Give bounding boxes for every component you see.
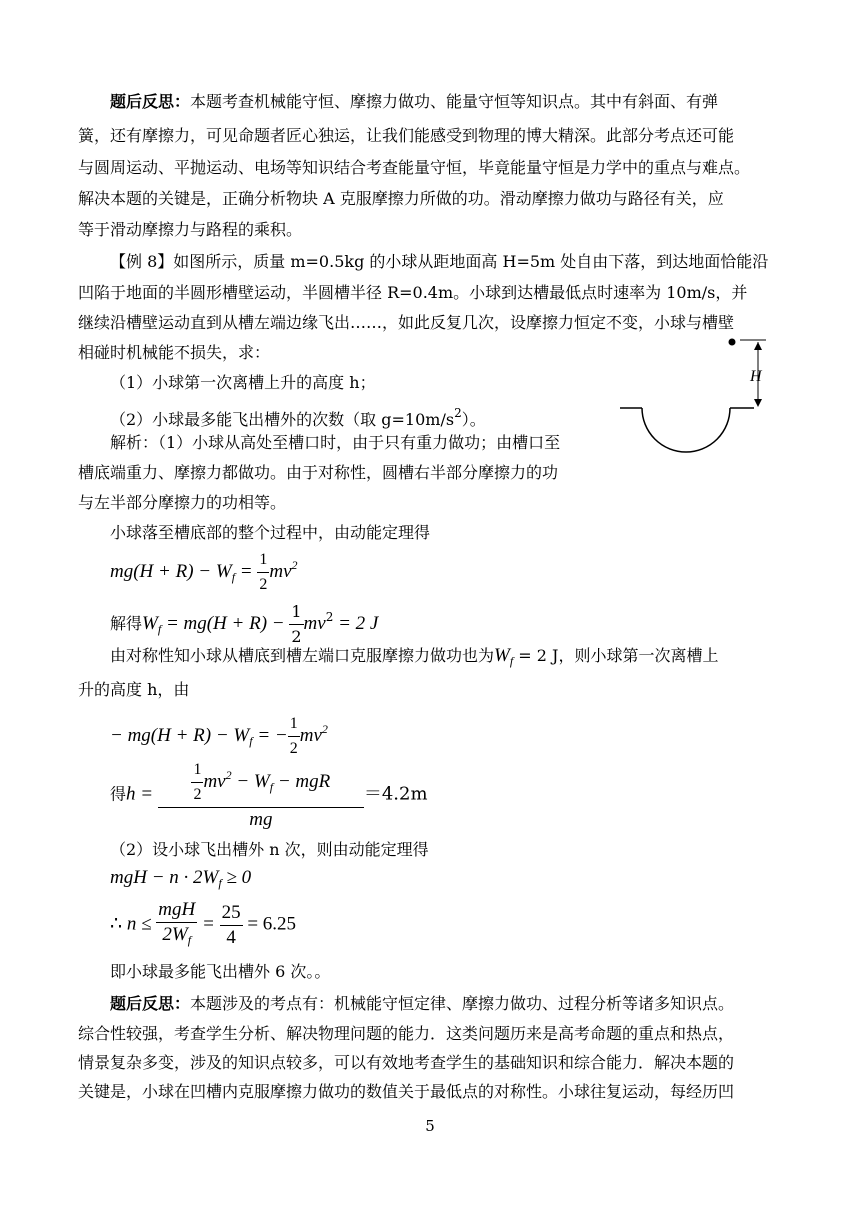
page-number: 5	[425, 1117, 435, 1135]
reflection-1-line-5: 等于滑动摩擦力与路程的乘积。	[78, 220, 303, 239]
conclusion-line: 即小球最多能飞出槽外 6 次。。	[110, 962, 331, 981]
example-line-1: 【例 8】如图所示，质量 m=0.5kg 的小球从距地面高 H=5m 处自由下落，到达地面恰能沿	[110, 252, 769, 271]
solution-line-1: 解析：（1）小球从高处至槽口时，由于只有重力做功；由槽口至	[110, 433, 561, 452]
reflection-1-line-3: 与圆周运动、平抛运动、电场等知识结合考查能量守恒，毕竟能量守恒是力学中的重点与难点。	[78, 158, 751, 177]
equation-6: ∴ n ≤ $\frac{\text{mgH}}{2W_f}$ = $\frac{25}{4}$ = 6.25	[110, 899, 297, 948]
reflection-2-line-2: 综合性较强，考查学生分析、解决物理问题的能力．这类问题历来是高考命题的重点和热点，	[78, 1024, 735, 1043]
question-2: （2）小球最多能飞出槽外的次数（取 $g=10m/s^2$）。	[110, 406, 486, 429]
height-label: H	[750, 368, 762, 385]
question-1: （1）小球第一次离槽上升的高度 h；	[110, 373, 376, 392]
reflection-1-line-2: 簧，还有摩擦力，可见命题者匠心独运，让我们能感受到物理的博大精深。此部分考点还可能	[78, 126, 735, 145]
solution-line-4: 小球落至槽底部的整个过程中，由动能定理得	[110, 523, 431, 542]
equation-3: − $mg(H + R) - W_f$ = − $\frac{1}{2}$ $mv^2$	[110, 712, 328, 761]
equation-5: mgH − $n \cdot 2W_f \ge 0$	[110, 867, 252, 890]
groove-arc	[642, 408, 730, 452]
example-line-4: 相碰时机械能不损失，求：	[78, 343, 271, 362]
half-pipe-figure	[618, 336, 778, 466]
solution-line-5: 由对称性知小球从槽底到槽左端口克服摩擦力做功也为$W_f = 2$ J，则小球第一次离槽上	[110, 645, 719, 668]
equation-4: 得h = $\frac{1}{2}$ $mv^2 - W_f$ − mgR mg ＝4.2m	[110, 758, 428, 832]
equation-2: 解得$W_f = mg(H + R)$ − $\frac{1}{2}$ $mv^2 = 2$ J	[110, 602, 379, 646]
reflection-label: 题后反思：	[110, 92, 191, 111]
solution-part-2-line: （2）设小球飞出槽外 n 次，则由动能定理得	[110, 840, 429, 859]
solution-line-6: 升的高度 h，由	[78, 680, 190, 699]
solution-line-3: 与左半部分摩擦力的功相等。	[78, 493, 287, 512]
reflection-label: 题后反思：	[110, 994, 191, 1013]
reflection-2-line-4: 关键是，小球在凹槽内克服摩擦力做功的数值关于最低点的对称性。小球往复运动，每经历凹	[78, 1082, 735, 1101]
reflection-2-line-3: 情景复杂多变，涉及的知识点较多，可以有效地考查学生的基础知识和综合能力．解决本题的	[78, 1053, 735, 1072]
reflection-1-line-1: 题后反思：本题考查机械能守恒、摩擦力做功、能量守恒等知识点。其中有斜面、有弹	[110, 92, 719, 111]
reflection-1-line-4: 解决本题的关键是，正确分析物块 A 克服摩擦力所做的功。滑动摩擦力做功与路径有关，应	[78, 189, 724, 208]
example-line-2: 凹陷于地面的半圆形槽壁运动，半圆槽半径 R=0.4m。小球到达槽最低点时速率为 10m/s，并	[78, 283, 748, 302]
equation-1: $mg(H + R) - W_f$ = $\frac{1}{2}$ $mv^2$	[110, 548, 298, 597]
ball-icon	[729, 339, 736, 346]
example-line-3: 继续沿槽壁运动直到从槽左端边缘飞出……，如此反复几次，设摩擦力恒定不变，小球与槽壁	[78, 313, 735, 332]
reflection-2-line-1: 题后反思：本题涉及的考点有：机械能守恒定律、摩擦力做功、过程分析等诸多知识点。	[110, 994, 735, 1013]
solution-line-2: 槽底端重力、摩擦力都做功。由于对称性，圆槽右半部分摩擦力的功	[78, 463, 559, 482]
